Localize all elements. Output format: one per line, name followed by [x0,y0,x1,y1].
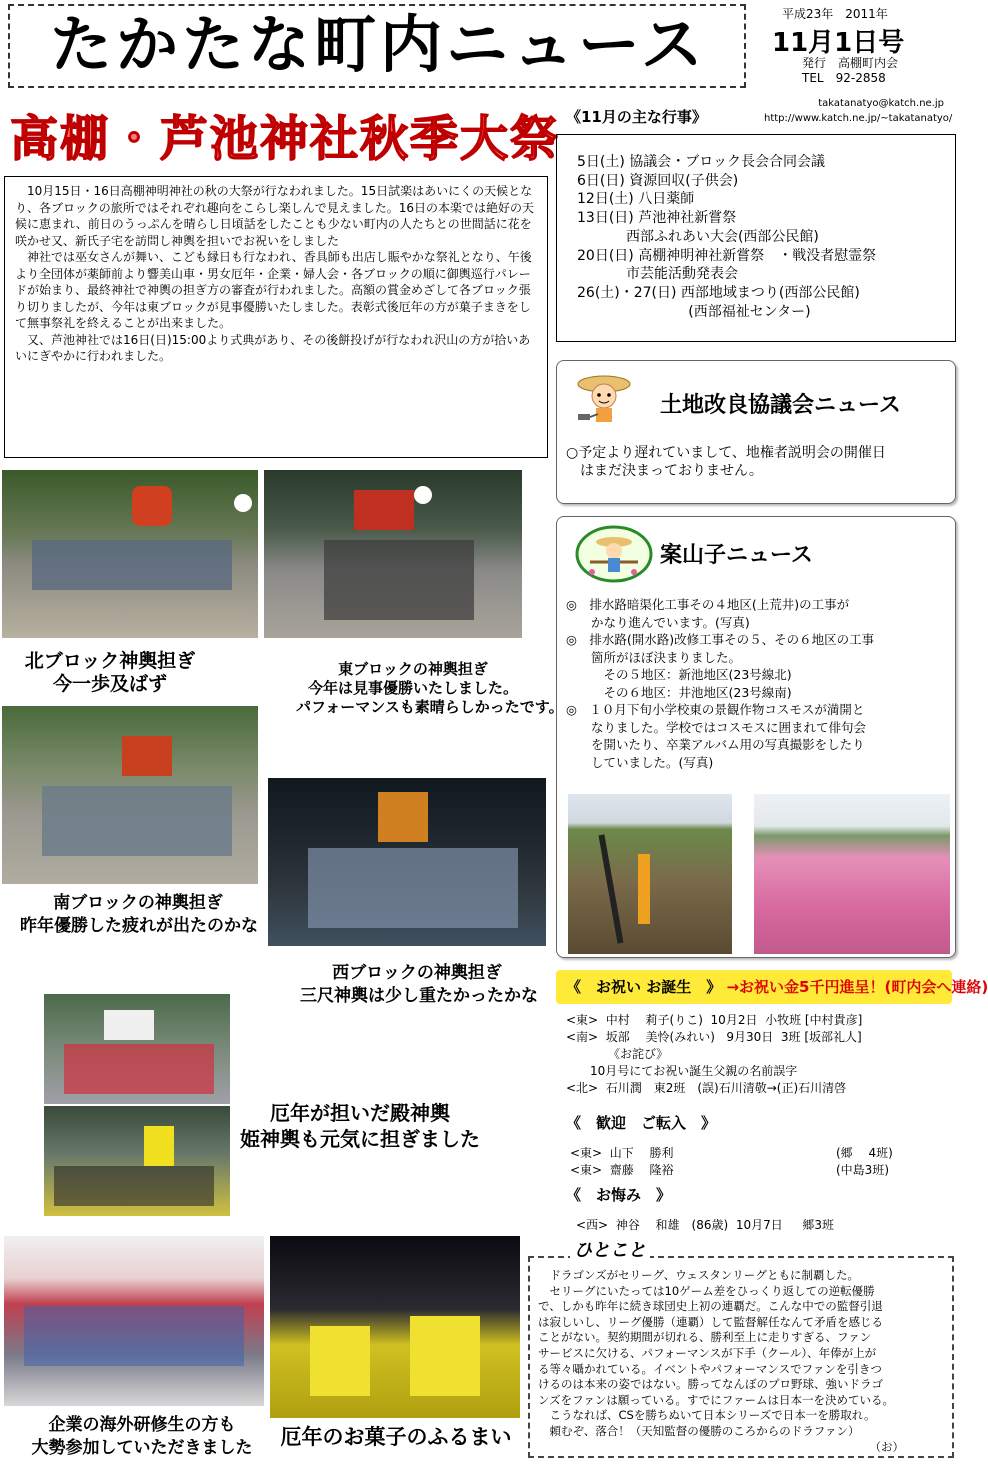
issue-number: 11月1日号 [772,28,905,58]
article-paragraph: 10月15日・16日高棚神明神社の秋の大祭が行なわれました。15日試楽はあいにくの天候となり、各ブロックの旅所ではそれぞれ趣向をこらし楽しんで見えました。16日の本楽では絶好の天候に恵まれ、前日のうっぷんを晴らし日頃話をしたことも少ない町内の人たちとの世間話に花を咲かせ又、新氏子宅を訪問し神輿を担いでお祝いをしました [15,184,535,248]
caption-line: 北ブロック神輿担ぎ [24,650,196,672]
sweets-photo [270,1236,520,1418]
south-block-photo [2,706,258,884]
east-block-photo [264,470,522,638]
hitokoto-line: は寂しいし、リーグ優勝（連覇）して監督解任なんて矛盾を感じる [538,1314,883,1329]
celebration-heading: 《 お祝い お誕生 》 [566,978,722,996]
caption-line: 企業の海外研修生の方も [48,1415,236,1435]
yakudoshi-caption [232,1100,488,1152]
main-headline: 高棚・芦池神社秋季大祭 [10,111,561,167]
caption-line: 大勢参加していただきました [31,1438,253,1458]
welcome-name: <東> 齋藤 隆裕 [570,1163,674,1177]
tel-line: TEL 92-2858 [802,71,886,85]
event-row: 西部ふれあい大会(西部公民館) [577,228,819,245]
hitokoto-line: 頼むぞ、落合！（天知監督の優勝のころからのドラファン） [538,1423,860,1438]
hitokoto-line: ことがない。契約期間が切れる、勝利至上に走りすぎる、ファン [538,1330,872,1345]
east-block-caption [296,660,564,717]
condolence-title: 《 お悔み 》 [566,1186,672,1204]
hime-mikoshi-photo [44,1106,230,1216]
scarecrow-line: その６地区：井池地区(23号線南) [566,684,792,700]
welcome-area: (郷 4班) [836,1146,893,1160]
sweets-caption [280,1426,512,1449]
drainage-work-photo [568,794,732,954]
event-row: 26(土)・27(日) 西部地域まつり(西部公民館) [577,284,860,301]
hitokoto-label: ひとこと [570,1236,650,1262]
celebration-list [566,1012,862,1097]
scarecrow-line: していました。(写真) [566,754,714,770]
scarecrow-news-text [566,596,946,771]
event-row: 20日(日) 高棚神明神社新嘗祭 ・戦没者慰霊祭 [577,247,877,264]
celebration-row: <南> 坂部 美怜(みれい) 9月30日 3班 [坂部礼人] [566,1030,862,1044]
land-news-title: 土地改良協議会ニュース [660,393,901,418]
scarecrow-line: かなり進んでいます。(写真) [566,614,750,630]
event-row: 13日(日) 芦池神社新嘗祭 [577,210,737,227]
scarecrow-line: なりました。学校ではコスモスに囲まれて俳句会 [566,719,867,735]
hitokoto-line: サービスに欠ける、パフォーマンスが下手（クール）、年俸が上が [538,1345,877,1360]
scarecrow-line: ◎ 排水路(開水路)改修工事その５、その６地区の工事 [566,632,875,647]
publisher-line: 発行 高棚町内会 [802,56,899,70]
celebration-title [566,976,988,997]
hitokoto-line: で、しかも昨年に続き球団史上初の連覇だ。こんな中での監督引退 [538,1299,883,1314]
caption-line: パフォーマンスも素晴らしかったです。 [296,698,564,716]
trainees-photo [4,1236,264,1406]
caption-line: 今年は見事優勝いたしました。 [307,679,518,697]
south-block-caption [20,892,256,938]
publisher-info [802,56,898,86]
scarecrow-logo-icon [574,524,654,584]
hitokoto-signature: （お） [869,1439,904,1454]
event-row: 12日(土) 八日薬師 [577,191,695,208]
url-link[interactable]: http://www.katch.ne.jp/~takatanatyo/ [764,113,953,124]
caption-line: 南ブロックの神輿担ぎ [53,893,223,913]
article-paragraph: 又、芦池神社では16日(日)15:00より式典があり、その後餅投げが行なわれ沢山の方が拾いあいにぎやかに行われました。 [15,332,531,363]
issue-era: 平成23年 2011年 [782,7,888,21]
caption-line: 厄年が担いだ殿神輿 [270,1101,450,1125]
hitokoto-line: こうなれば、CSを勝ちぬいて日本シリーズで日本一を勝取れ。 [538,1408,876,1423]
email-link[interactable]: takatanatyo@katch.ne.jp [818,98,944,109]
caption-line: 姫神輿も元気に担ぎました [240,1127,480,1151]
caption-line: 昨年優勝した疲れが出たのかな [20,916,258,936]
north-block-photo [2,470,258,638]
contact-info [764,96,953,126]
west-block-photo [268,778,546,946]
trainees-caption [14,1414,270,1460]
events-box [556,134,956,342]
land-news-line: ○予定より遅れていまして、地権者説明会の開催日 [566,445,886,461]
caption-line: 西ブロックの神輿担ぎ [332,963,502,983]
hitokoto-line: けるのは本来の姿ではない。勝ってなんぼのプロ野球、強いドラゴ [538,1377,883,1392]
welcome-title: 《 歓迎 ご転入 》 [566,1114,717,1132]
celebration-note: →お祝い金5千円進呈！(町内会へ連絡) [726,978,988,996]
caption-line: 厄年のお菓子のふるまい [280,1425,512,1449]
event-row: 5日(土) 協議会・ブロック長会合同会議 [577,154,826,170]
caption-line: 東ブロックの神輿担ぎ [338,660,488,678]
scarecrow-line: ◎ １０月下旬小学校東の景観作物コスモスが満開と [566,702,865,717]
hitokoto-line: セリーグにいたっては10ゲーム差をひっくり返しての逆転優勝 [538,1283,875,1298]
land-news-line: はまだ決まっておりません。 [566,463,763,479]
north-block-caption [10,650,210,696]
festival-article [4,176,548,458]
hitokoto-line: る等々囁かれている。イベントやパフォーマンスでファンを引きつ [538,1361,882,1376]
newsletter-title: たかたな町内ニュース [50,8,707,81]
hitokoto-column [528,1256,954,1458]
events-title: 《11月の主な行事》 [566,108,707,126]
scarecrow-news-title: 案山子ニュース [660,543,813,568]
condolence-row: <西> 神谷 和雄 (86歳) 10月7日 郷3班 [576,1218,834,1232]
hitokoto-line: ドラゴンズがセリーグ、ウェスタンリーグともに制覇した。 [538,1268,859,1282]
caption-line: 今一歩及ばず [52,673,167,695]
yakudoshi-mikoshi-photo [44,994,230,1104]
scarecrow-line: ◎ 排水路暗渠化工事その４地区(上荒井)の工事が [566,597,850,612]
celebration-row: <東> 中村 莉子(りこ) 10月2日 小牧班 [中村貴彦] [566,1013,863,1027]
event-row: 市芸能活動発表会 [577,266,738,283]
hitokoto-line: ンズをファンは願っている。すでにファームは日本一を決めている。 [538,1392,895,1407]
celebration-row: 《お詫び》 [566,1047,669,1061]
scarecrow-line: その５地区：新池地区(23号線北) [566,667,792,682]
article-paragraph: 神社では巫女さんが舞い、こども縁日も行なわれ、香具師も出店し賑やかな祭礼となり、午後より全団体が薬師前より響美山車・男女厄年・企業・婦人会・各ブロックの順に御輿巡行パレードが始まり、最終神社で神輿の担ぎ方の審査が行われました。高額の賞金めざして各ブロック張り切りましたが、今年は東ブロックが見事優勝いたしました。表彰式後厄年の方が菓子まきをして無事祭礼を終えることが出来ました。 [15,250,532,330]
scarecrow-line: を開いたり、卒業アルバム用の写真撮影をしたり [566,737,865,752]
land-news-text [566,444,886,480]
welcome-name: <東> 山下 勝利 [570,1146,674,1160]
celebration-row: 10月号にてお祝い誕生父親の名前誤字 [566,1064,798,1078]
scarecrow-line: 箇所がほぼ決まりました。 [566,649,742,665]
west-block-caption [300,962,538,1008]
cosmos-field-photo [754,794,950,954]
caption-line: 三尺神輿は少し重たかったかな [300,986,538,1006]
scarecrow-mascot-icon [568,370,640,432]
welcome-area: (中島3班) [836,1163,889,1177]
event-row: 6日(日) 資源回収(子供会) [577,172,739,189]
event-row: (西部福祉センター) [577,303,811,320]
celebration-row: <北> 石川潤 東2班 (誤)石川清敬→(正)石川清啓 [566,1081,847,1095]
